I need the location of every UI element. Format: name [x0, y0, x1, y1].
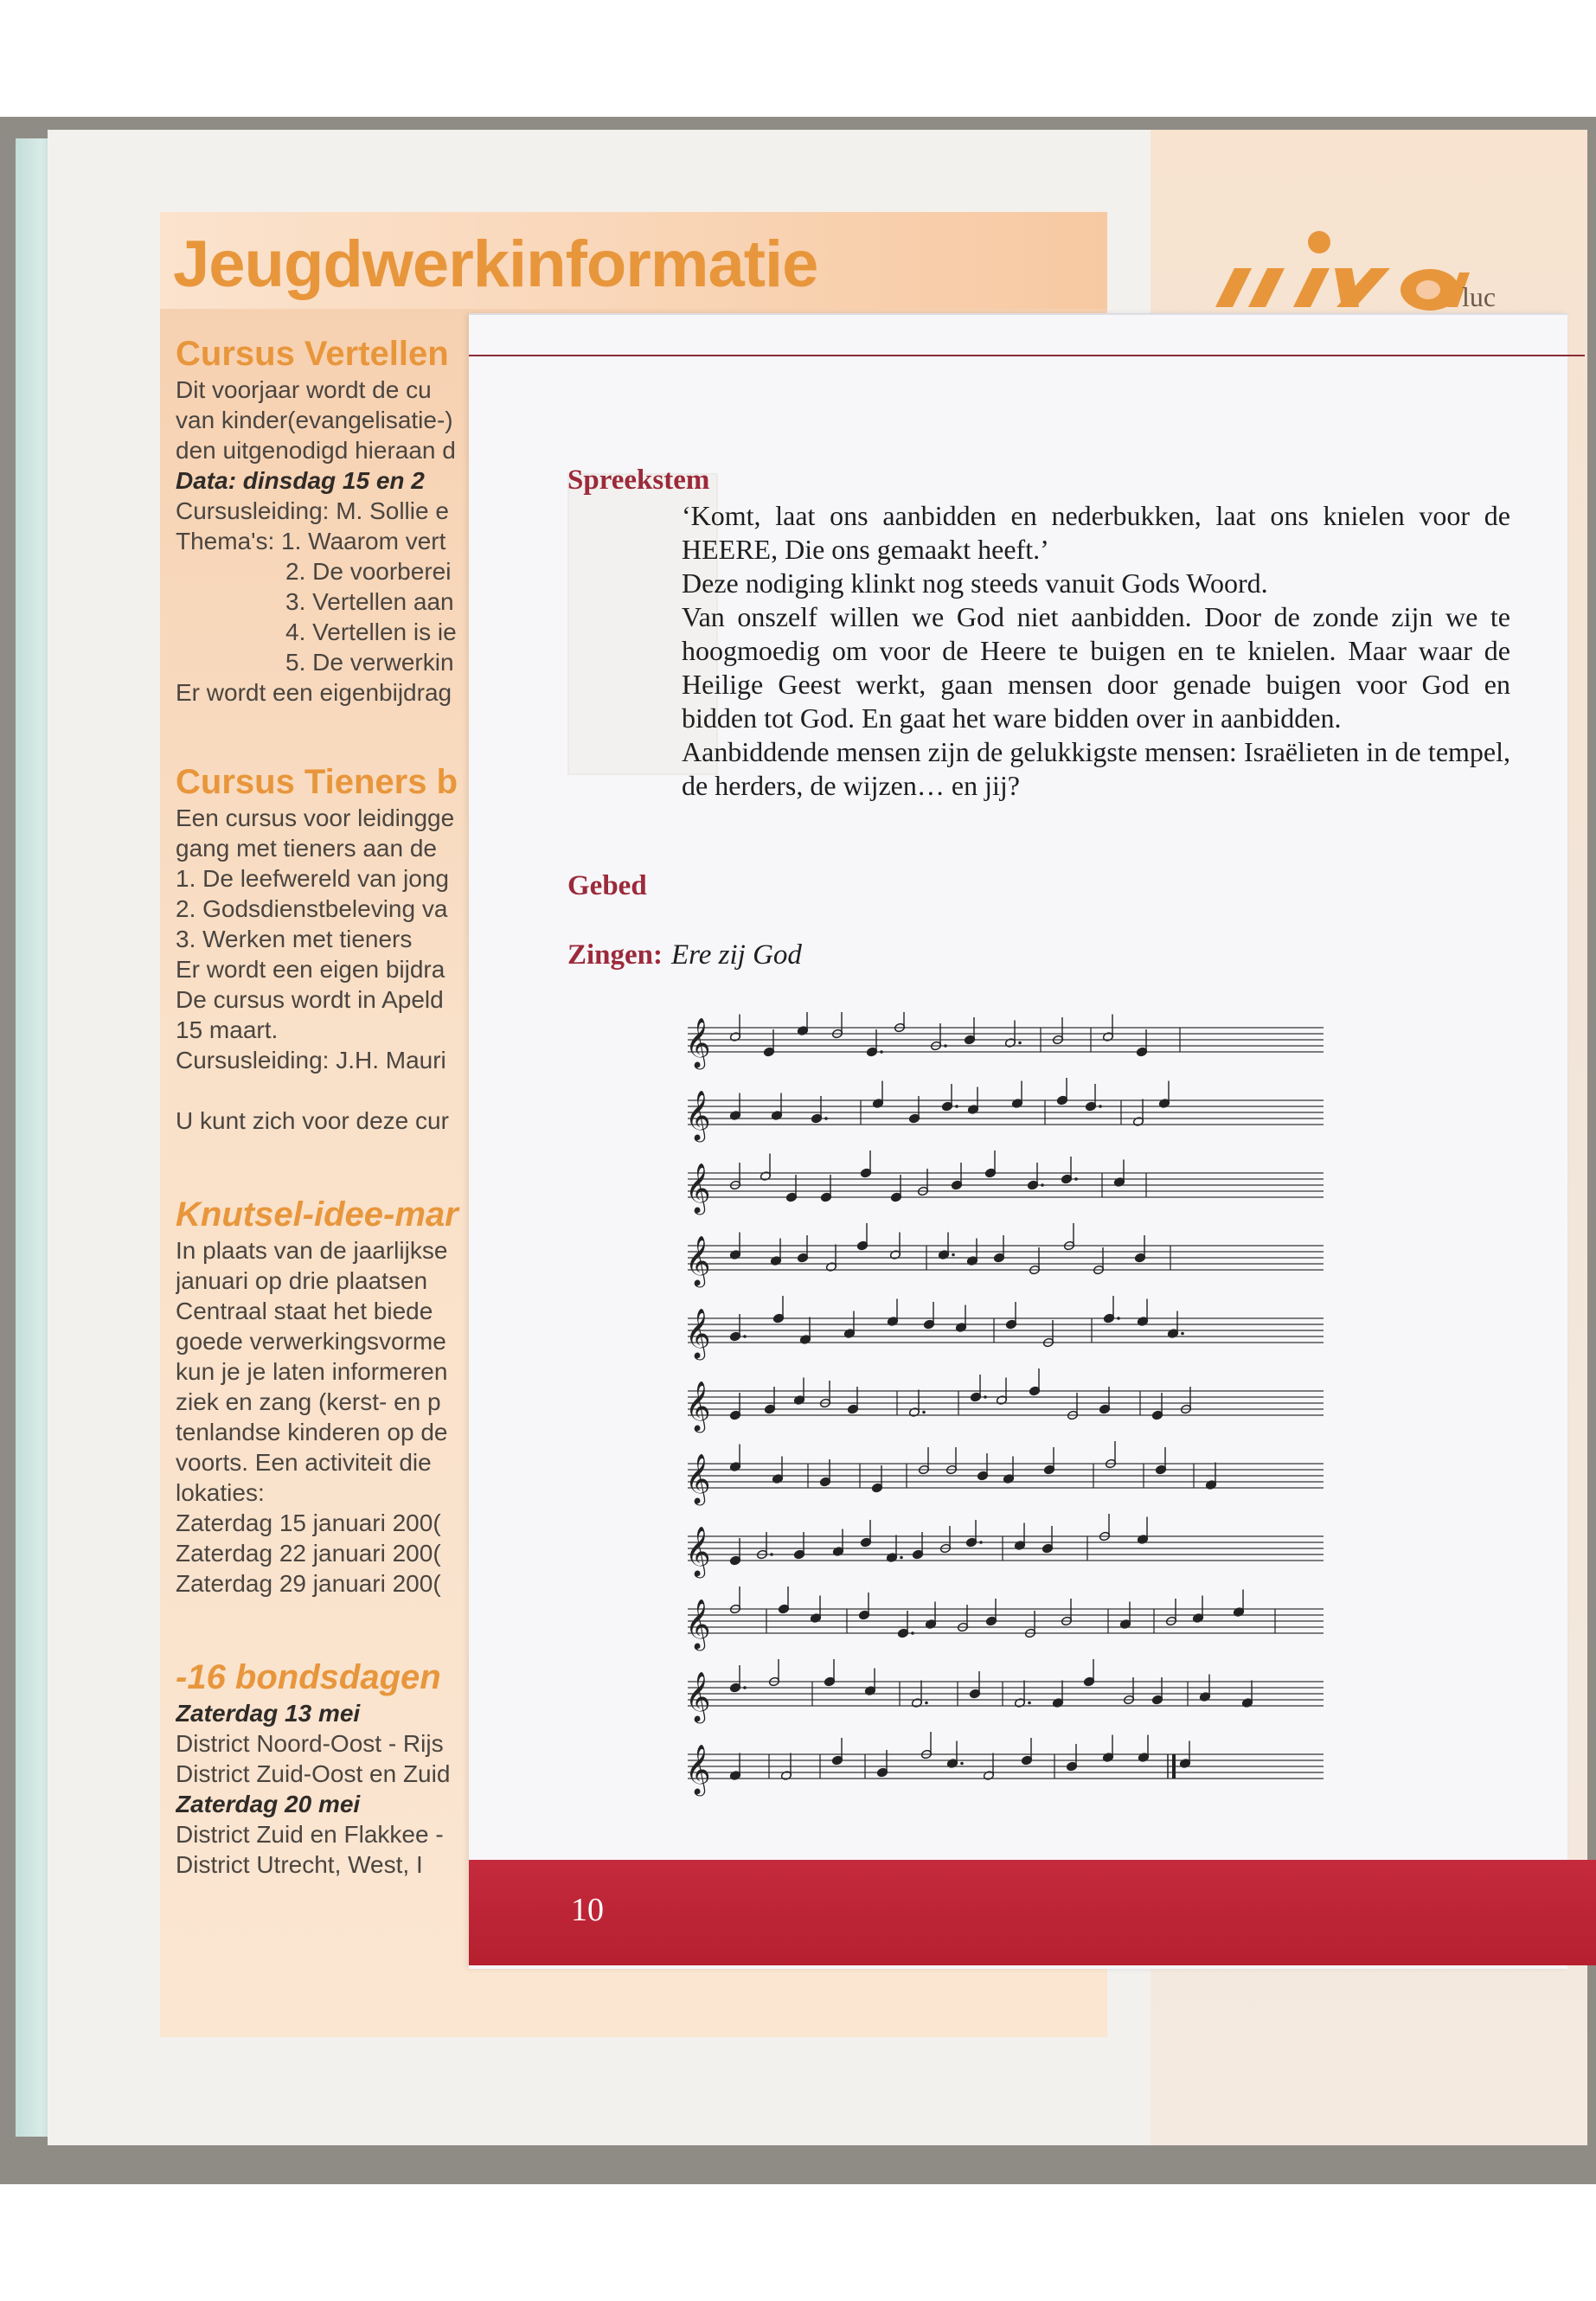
text-line: Cursusleiding: J.H. Mauri: [176, 1047, 446, 1074]
note-dot: [952, 1253, 955, 1257]
note-dot: [1018, 1042, 1022, 1045]
note-dot: [824, 1117, 828, 1120]
note-dot: [925, 1702, 928, 1705]
date-line: Data: dinsdag 15 en 2: [176, 467, 425, 494]
note-dot: [922, 1411, 926, 1414]
text-line: 4. Vertellen is ie: [285, 619, 457, 645]
treble-clef-icon: 𝄞: [685, 1526, 711, 1576]
note-dot: [979, 1541, 983, 1544]
text-line: lokaties:: [176, 1479, 265, 1506]
spreekstem-label: Spreekstem: [567, 465, 710, 496]
note-dot: [743, 1335, 747, 1338]
section-heading: Cursus Vertellen: [176, 335, 449, 373]
text-line: ziek en zang (kerst- en p: [176, 1388, 441, 1415]
spacer: [176, 1075, 470, 1106]
text-line: den uitgenodigd hieraan d: [176, 437, 456, 464]
treble-clef-icon: 𝄞: [685, 1671, 711, 1721]
note-dot: [1117, 1317, 1120, 1320]
note-dot: [743, 1686, 747, 1689]
header-rule: [469, 355, 1585, 356]
text-line: 3. Werken met tieners: [176, 926, 413, 952]
treble-clef-icon: 𝄞: [685, 1599, 711, 1649]
paragraph: ‘Komt, laat ons aanbidden en nederbukken, laat ons knielen voor de HEERE, Die ons gemaakt heeft.’: [682, 500, 1510, 565]
paragraph: Deze nodiging klinkt nog steeds vanuit Gods Woord.: [682, 567, 1268, 599]
back-column: [176, 1657, 470, 1880]
note-dot: [944, 1044, 947, 1048]
text-line: Er wordt een eigenbijdrag: [176, 679, 452, 706]
treble-clef-icon: 𝄞: [685, 1744, 711, 1794]
note-dot: [1074, 1177, 1078, 1181]
text-line: Thema's: 1. Waarom vert: [176, 528, 446, 554]
text-line: 5. De verwerkin: [285, 649, 454, 676]
date-line: Zaterdag 13 mei: [176, 1700, 361, 1727]
text-line: voorts. Een activiteit die: [176, 1449, 432, 1476]
paragraph: Aanbiddende mensen zijn de gelukkigste mensen: Israëlieten in de tempel, de herders, de wijzen… en jij?: [682, 736, 1510, 801]
section-heading: Cursus Tieners b: [176, 763, 458, 801]
text-line: District Zuid en Flakkee -: [176, 1821, 444, 1848]
note-dot: [770, 1553, 773, 1556]
section-heading: -16 bondsdagen: [176, 1658, 441, 1696]
spreekstem-text: [682, 499, 1510, 803]
treble-clef-icon: 𝄞: [685, 1017, 711, 1067]
sheet-music: [683, 1012, 1328, 1812]
treble-clef-icon: 𝄞: [685, 1235, 711, 1285]
text-line: januari op drie plaatsen: [176, 1267, 428, 1294]
text-line: District Noord-Oost - Rijs: [176, 1730, 444, 1757]
note-dot: [1028, 1702, 1031, 1705]
text-line: tenlandse kinderen op de: [176, 1419, 448, 1445]
note-dot: [911, 1631, 914, 1635]
paragraph: Van onszelf willen we God niet aanbidden. Door de zonde zijn we te hoogmoedig om voor de Heere te buigen en te knielen. Maar waar de Heilige Geest werkt, gaan mensen door genade buigen voor God en bidden tot God. En gaat het ware bidden over in aanbidden.: [682, 601, 1510, 734]
note-dot: [955, 1105, 958, 1108]
text-line: Cursusleiding: M. Sollie e: [176, 497, 449, 524]
treble-clef-icon: 𝄞: [685, 1163, 711, 1213]
section-heading: Knutsel-idee-mar: [176, 1195, 458, 1234]
treble-clef-icon: 𝄞: [685, 1381, 711, 1431]
text-line: District Utrecht, West, I: [176, 1851, 423, 1878]
gebed-label: Gebed: [567, 870, 647, 901]
note-dot: [900, 1556, 903, 1560]
logo-suffix: luc: [1462, 281, 1497, 312]
text-line: U kunt zich voor deze cur: [176, 1107, 449, 1134]
zingen-label: Zingen:: [567, 939, 663, 971]
note-dot: [960, 1762, 964, 1766]
treble-clef-icon: 𝄞: [685, 1090, 711, 1140]
text-line: Zaterdag 29 januari 200(: [176, 1570, 441, 1597]
text-line: 3. Vertellen aan: [285, 588, 454, 615]
scan-margin-top: [0, 0, 1596, 117]
date-line: Zaterdag 20 mei: [176, 1791, 361, 1817]
back-column: [176, 333, 470, 708]
text-line: District Zuid-Oost en Zuid: [176, 1760, 451, 1787]
note-dot: [984, 1395, 987, 1399]
text-line: 2. Godsdienstbeleving va: [176, 895, 448, 922]
footer-bar: [469, 1860, 1596, 1965]
text-line: Dit voorjaar wordt de cu: [176, 376, 432, 403]
note-dot: [1099, 1105, 1102, 1108]
text-line: Er wordt een eigen bijdra: [176, 956, 445, 983]
text-line: van kinder(evangelisatie-): [176, 407, 453, 433]
scan-margin-bottom: [0, 2184, 1596, 2301]
text-line: De cursus wordt in Apeld: [176, 986, 444, 1013]
text-line: In plaats van de jaarlijkse: [176, 1237, 448, 1264]
treble-clef-icon: 𝄞: [685, 1308, 711, 1358]
text-line: 15 maart.: [176, 1016, 279, 1043]
text-line: goede verwerkingsvorme: [176, 1328, 446, 1355]
text-line: Zaterdag 15 januari 200(: [176, 1509, 441, 1536]
page-title: Jeugdwerkinformatie: [173, 228, 818, 301]
text-line: Een cursus voor leidingge: [176, 804, 455, 831]
text-line: Zaterdag 22 januari 200(: [176, 1540, 441, 1567]
back-column: [176, 1194, 470, 1599]
song-title: Ere zij God: [671, 939, 802, 971]
text-line: 1. De leefwereld van jong: [176, 865, 449, 892]
note-dot: [1181, 1332, 1184, 1336]
note-dot: [1041, 1183, 1044, 1187]
note-dot: [880, 1050, 883, 1054]
text-line: 2. De voorberei: [285, 558, 452, 585]
back-column: [176, 761, 470, 1136]
page-number: 10: [571, 1892, 604, 1928]
text-line: kun je je laten informeren: [176, 1358, 448, 1385]
text-line: Centraal staat het biede: [176, 1298, 433, 1324]
text-line: gang met tieners aan de: [176, 835, 437, 862]
treble-clef-icon: 𝄞: [685, 1453, 711, 1503]
